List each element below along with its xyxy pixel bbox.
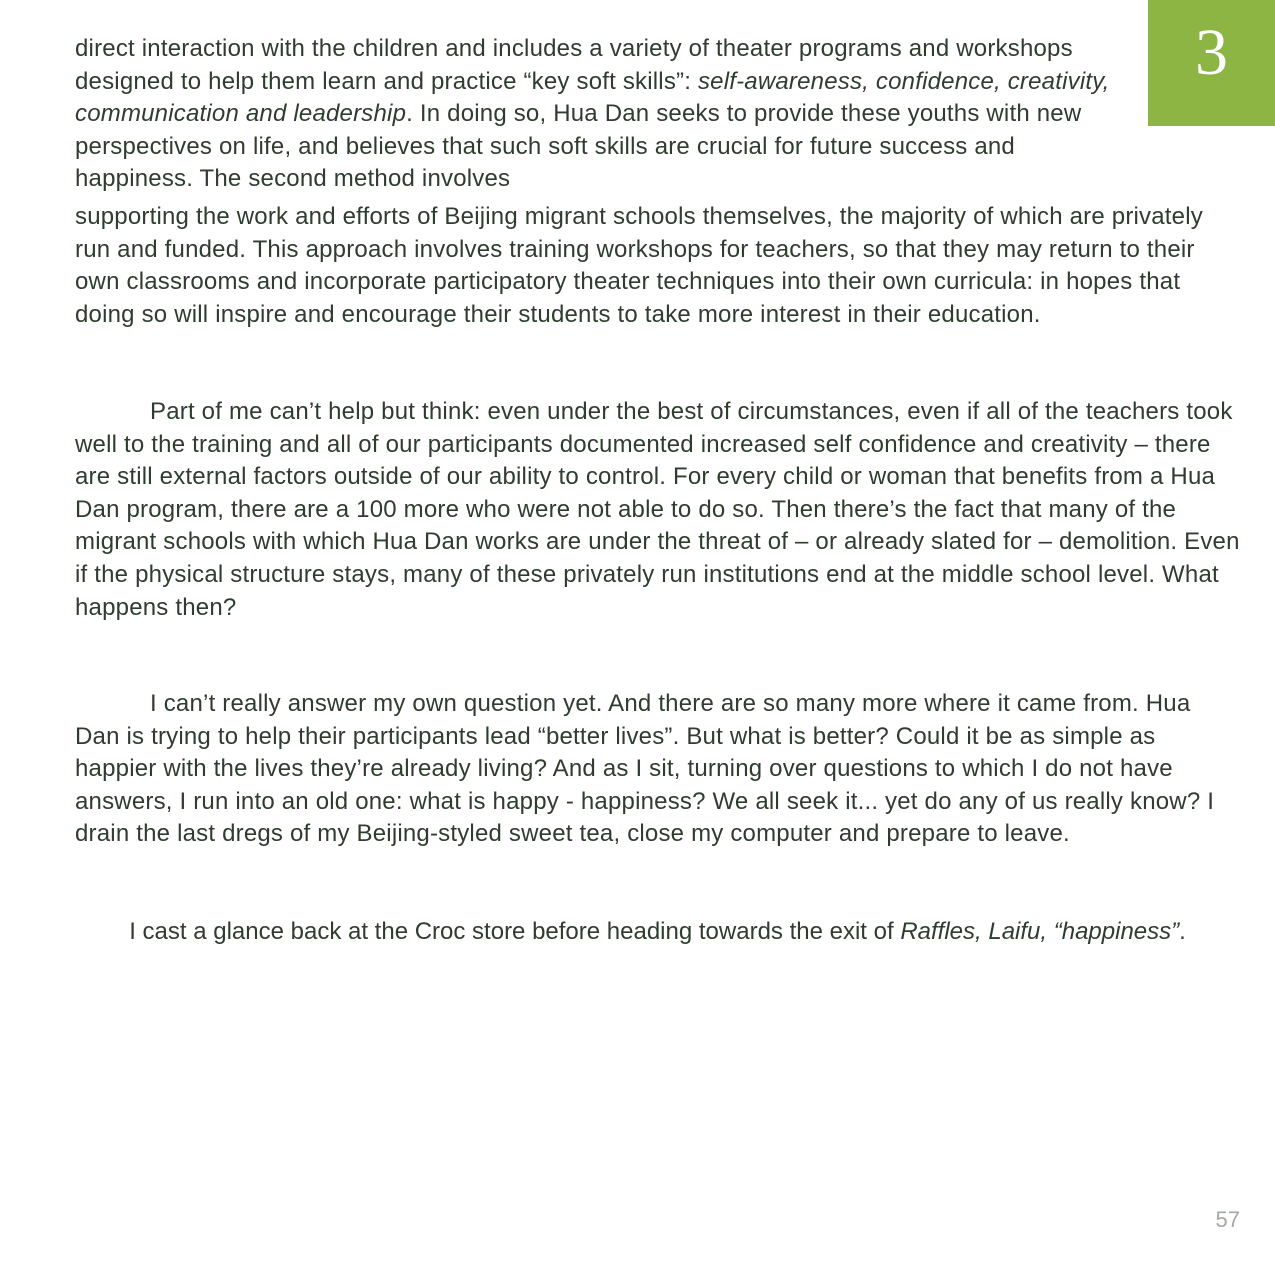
paragraph-1-text-b: . In doing so, Hua Dan seeks to provide these youths with new perspectives on life, and believes that such soft skills are crucial for future success and happiness. The second method involves xyxy=(75,100,1082,193)
paragraph-2 xyxy=(75,396,1240,624)
paragraph-3-text: I can’t really answer my own question yet. And there are so many more where it came from. Hua Dan is trying to help their participants lead “better lives”. But what is better? Could it be as simple as happier with the lives they’re already living? And as I sit, turning over questions to which I do not have answers, I run into an old one: what is happy - happiness? We all seek it... yet do any of us really know? I drain the last dregs of my Beijing-styled sweet tea, close my computer and prepare to leave. xyxy=(75,690,1215,848)
paragraph-2-text: Part of me can’t help but think: even under the best of circumstances, even if all of the teachers took well to the training and all of our participants documented increased self confidence and creativity – there are still external factors outside of our ability to control. For every child or woman that benefits from a Hua Dan program, there are a 100 more who were not able to do so. Then there’s the fact that many of the migrant schools with which Hua Dan works are under the threat of – or already slated for – demolition. Even if the physical structure stays, many of these privately run institutions end at the middle school level. What happens then? xyxy=(75,398,1240,621)
chapter-number-tab: 3 xyxy=(1148,0,1275,126)
paragraph-1-continued: supporting the work and efforts of Beijing migrant schools themselves, the majority of which are privately run and funded. This approach involves training workshops for teachers, so that they may return to their own classrooms and incorporate participatory theater techniques into their own curricula: in hopes that doing so will inspire and encourage their students to take more interest in their education. xyxy=(75,203,1203,328)
paragraph-1-italic-skills: self-awareness, confidence, creativity, communication and leadership xyxy=(75,67,1110,128)
paragraph-1-text-a: direct interaction with the children and includes a variety of theater programs and workshops designed to help them learn and practice “key soft skills”: xyxy=(75,35,1073,95)
closing-text: I cast a glance back at the Croc store before heading towards the exit of xyxy=(129,918,901,945)
closing-period: . xyxy=(1179,918,1186,945)
closing-paragraph xyxy=(75,916,1240,949)
paragraph-1-opening xyxy=(75,33,1120,196)
paragraph-3 xyxy=(75,688,1240,851)
page-number: 57 xyxy=(1215,1207,1240,1232)
closing-italic-place: Raffles, Laifu, “happiness” xyxy=(900,918,1180,945)
